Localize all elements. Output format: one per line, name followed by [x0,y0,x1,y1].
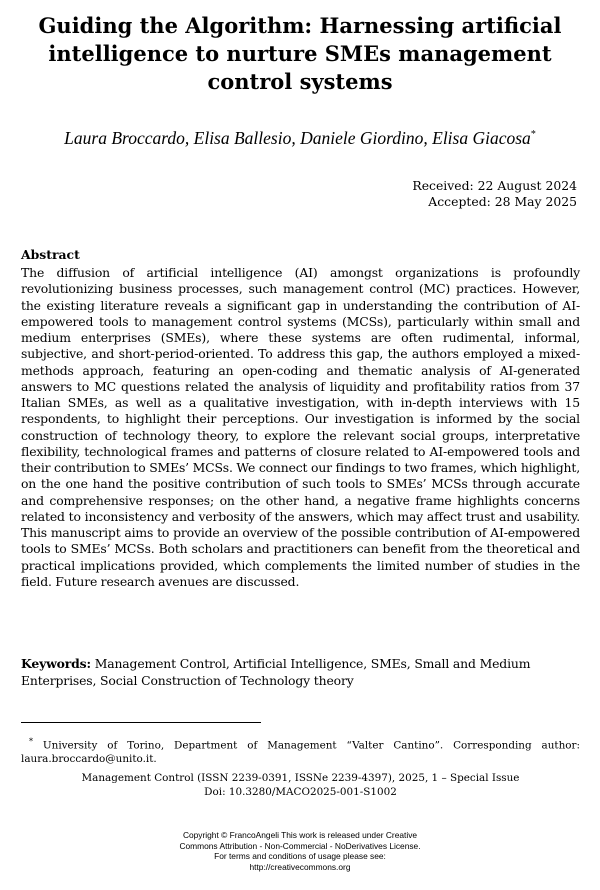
author-list [20,124,580,149]
keywords [21,656,580,689]
footnote-divider [21,722,261,723]
copyright-line: Commons Attribution - Non-Commercial - NoDerivatives License. [179,840,421,851]
abstract-text: The diffusion of artificial intelligence (AI) amongst organizations is profoundly revolutionizing business processes, such management control (MC) practices. However, the existing literature reveals a significant gap in understanding the contribution of AI-empowered tools to management control systems (MCSs), particularly within small and medium enterprises (SMEs), where these systems are often rudimental, informal, subjective, and short-period-oriented. To address this gap, the authors employed a mixed-methods approach, featuring an open-coding and thematic analysis of AI-generated answers to MC questions related the analysis of liquidity and profitability ratios from 37 Italian SMEs, as well as a qualitative investigation, with in-depth interviews with 15 respondents, to highlight their perceptions. Our investigation is informed by the social construction of technology theory, to explore the relevant social groups, interpretative flexibility, technological frames and patterns of closure related to AI-empowered tools and their contribution to SMEs’ MCSs. We connect our findings to two frames, which highlight, on the one hand the positive contribution of such tools to SMEs’ MCSs through accurate and comprehensive responses; on the other hand, a negative frame highlights concerns related to inconsistency and verbosity of the answers, which may affect trust and usability. This manuscript aims to provide an overview of the possible contribution of AI-empowered tools to SMEs’ MCSs. Both scholars and practitioners can benefit from the theoretical and practical implications provided, which complements the limited number of studies in the field. Future research avenues are discussed. [21,265,580,589]
received-date: Received: 22 August 2024 [412,178,577,193]
doi-line: Doi: 10.3280/MACO2025-001-S1002 [204,786,397,798]
affiliation-footnote [21,735,580,766]
keywords-label: Keywords: [21,656,91,671]
abstract-heading: Abstract [21,247,80,262]
footnote-text: University of Torino, Department of Management “Valter Cantino”. Corresponding author: laura.broccardo@unito.it. [21,739,580,766]
copyright-line: For terms and conditions of usage please see: [214,851,386,861]
copyright-link[interactable]: http://creativecommons.org [249,861,351,872]
copyright-notice [120,830,480,872]
journal-line: Management Control (ISSN 2239-0391, ISSNe 2239-4397), 2025, 1 – Special Issue [81,772,520,784]
paper-title: Guiding the Algorithm: Harnessing artificial intelligence to nurture SMEs management control systems [38,13,562,94]
author-names: Laura Broccardo, Elisa Ballesio, Daniele Giordino, Elisa Giacosa [64,127,531,148]
author-footnote-mark: * [530,129,536,140]
keywords-text: Management Control, Artificial Intelligence, SMEs, Small and Medium Enterprises, Social Construction of Technology theory [21,656,531,688]
footnote-mark: * [29,737,33,746]
accepted-date: Accepted: 28 May 2025 [428,194,577,209]
copyright-line: Copyright © FrancoAngeli This work is released under Creative [182,830,418,840]
journal-info [21,771,580,799]
submission-dates [277,178,577,210]
